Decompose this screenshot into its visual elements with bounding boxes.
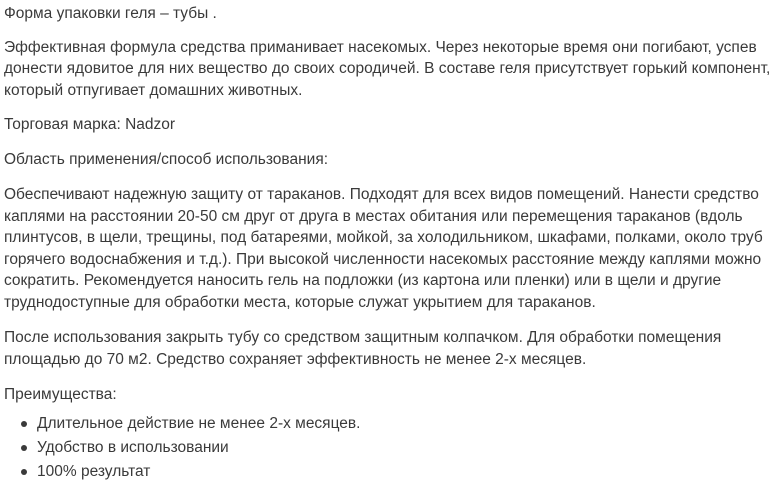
after-use-paragraph xyxy=(4,327,780,370)
after-use-line: площадью до 70 м2. Средство сохраняет эффективность не менее 2-х месяцев. xyxy=(4,350,587,368)
intro-line: Эффективная формула средства приманивает насекомых. Через некоторые время они погибают, успев xyxy=(4,38,757,56)
usage-line: плинтусов, в щели, трещины, под батареями, мойкой, за холодильником, шкафами, полками, около труб xyxy=(4,229,763,246)
bullet-icon xyxy=(21,445,27,451)
usage-line: труднодоступные для обработки места, которые служат укрытием для тараканов. xyxy=(4,293,596,311)
advantage-text: Удобство в использовании xyxy=(37,438,229,456)
bullet-icon xyxy=(21,421,27,427)
advantages-heading: Преимущества: xyxy=(4,386,117,403)
advantage-text: 100% результат xyxy=(37,462,151,480)
usage-paragraph xyxy=(4,184,780,313)
list-item xyxy=(4,437,780,459)
usage-line: каплями на расстоянии 20-50 см друг от друга в местах обитания или перемещения тараканов (вдоль xyxy=(4,207,743,225)
brand-line xyxy=(4,114,780,136)
list-item xyxy=(4,461,780,483)
brand-value: Nadzor xyxy=(125,116,176,133)
intro-line: который отпугивает домашних животных. xyxy=(4,81,303,99)
after-use-line: После использования закрыть тубу со средством защитным колпачком. Для обработки помещения xyxy=(4,329,722,346)
list-item xyxy=(4,413,780,435)
intro-paragraph xyxy=(4,37,780,102)
usage-line: Обеспечивают надежную защиту от тараканов. Подходят для всех видов помещений. Нанести средство xyxy=(4,186,759,203)
packaging-text: Форма упаковки геля – тубы . xyxy=(4,5,217,22)
advantage-text: Длительное действие не менее 2-х месяцев. xyxy=(37,414,361,432)
brand-label: Торговая марка: xyxy=(4,116,121,133)
intro-line: донести ядовитое для них вещество до своих сородичей. В составе геля присутствует горький компонент, xyxy=(4,60,771,77)
product-description xyxy=(4,0,780,485)
usage-line: горячего водоснабжения и т.д.). При высокой численности насекомых расстояние между каплями можно xyxy=(4,250,762,268)
advantages-list xyxy=(4,413,780,483)
bullet-icon xyxy=(21,469,27,475)
usage-line: сократить. Рекомендуется наносить гель на подложки (из картона или пленки) или в щели и другие xyxy=(4,272,722,289)
usage-heading: Область применения/способ использования: xyxy=(4,150,329,168)
